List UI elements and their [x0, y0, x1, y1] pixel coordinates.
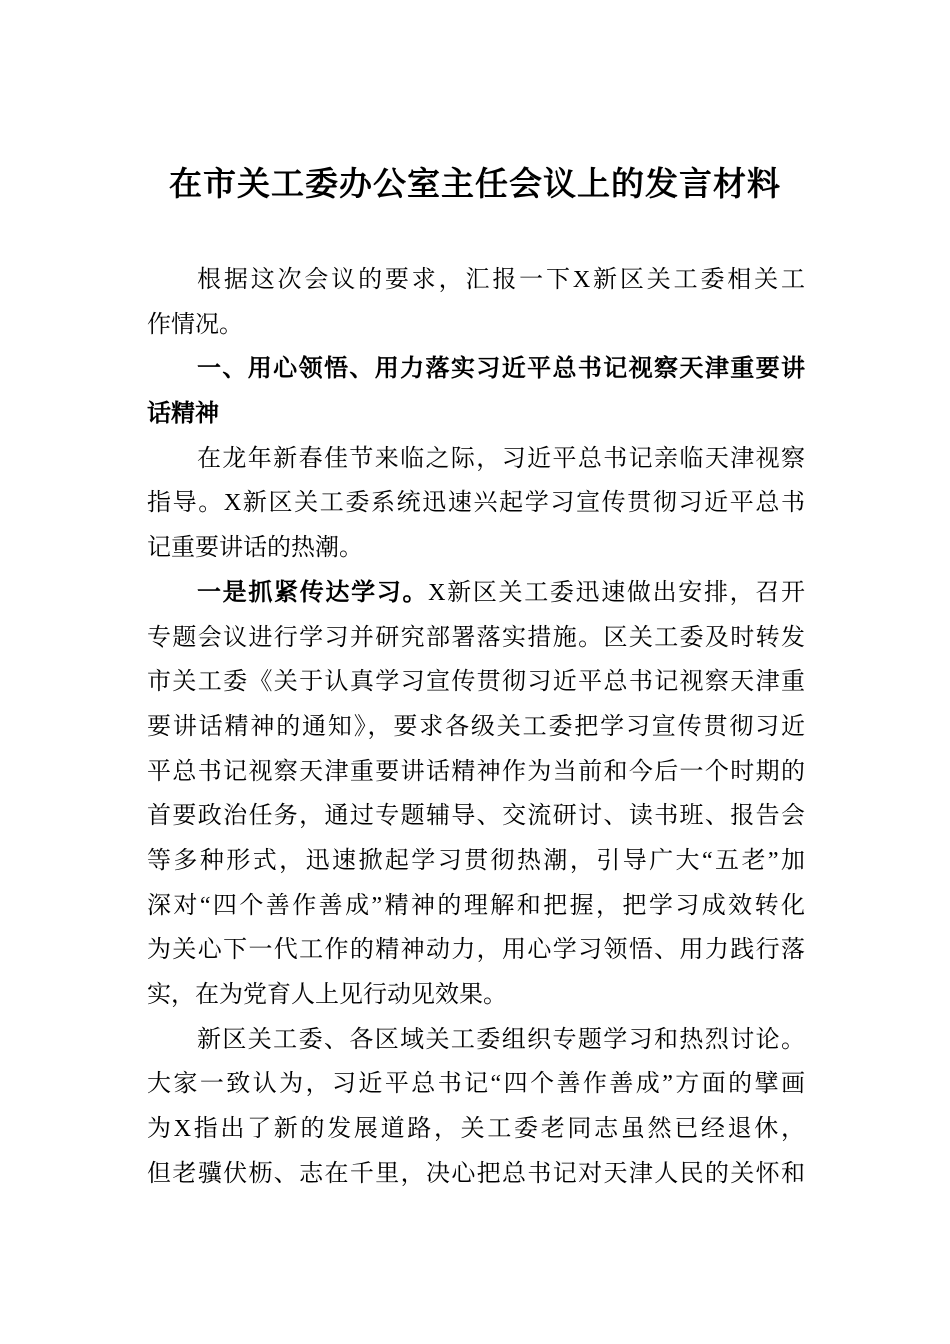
line-text: X新区关工委迅速做出安排，召开: [428, 579, 806, 606]
line-text: 要讲话精神的通知》，要求各级关工委把学习宣传贯彻习近: [147, 713, 805, 740]
document-body: [147, 258, 805, 1196]
paragraph-line: [147, 705, 805, 750]
line-text: 指导。X新区关工委系统迅速兴起学习宣传贯彻习近平总书: [147, 490, 805, 517]
line-text: 作情况。: [147, 311, 243, 338]
line-text: 新区关工委、各区域关工委组织专题学习和热烈讨论。: [197, 1026, 805, 1053]
line-text: 根据这次会议的要求，汇报一下X新区关工委相关工: [197, 267, 805, 293]
paragraph-line: [147, 481, 805, 526]
paragraph-line: [147, 839, 805, 884]
line-text: 深对“四个善作善成”精神的理解和把握，把学习成效转化: [147, 892, 805, 919]
paragraph-line: [147, 1107, 805, 1152]
paragraph-line: [147, 884, 805, 929]
paragraph-line: [147, 750, 805, 795]
line-text: 首要政治任务，通过专题辅导、交流研讨、读书班、报告会: [147, 803, 805, 830]
line-text: 为X指出了新的发展道路，关工委老同志虽然已经退休，: [147, 1116, 805, 1143]
paragraph-line: [147, 1062, 805, 1107]
section-heading-line: [147, 347, 805, 392]
line-text: 市关工委《关于认真学习宣传贯彻习近平总书记视察天津重: [147, 669, 805, 696]
line-text: 专题会议进行学习并研究部署落实措施。区关工委及时转发: [147, 624, 805, 651]
paragraph-line: [147, 928, 805, 973]
line-text: 等多种形式，迅速掀起学习贯彻热潮，引导广大“五老”加: [147, 847, 805, 874]
line-text: 但老骥伏枥、志在千里，决心把总书记对天津人民的关怀和: [147, 1160, 805, 1187]
line-text: 记重要讲话的热潮。: [147, 535, 363, 562]
paragraph-line: [147, 571, 805, 616]
paragraph-line: [147, 660, 805, 705]
line-text: 一、用心领悟、用力落实习近平总书记视察天津重要讲: [197, 355, 805, 383]
paragraph-lead: 一是抓紧传达学习。: [197, 578, 429, 606]
line-text: 为关心下一代工作的精神动力，用心学习领悟、用力践行落: [147, 937, 805, 964]
paragraph-line: [147, 973, 805, 1018]
section-heading-line: [147, 392, 805, 437]
paragraph-line: [147, 616, 805, 661]
line-text: 大家一致认为，习近平总书记“四个善作善成”方面的擘画: [147, 1071, 805, 1098]
line-text: 话精神: [147, 400, 219, 428]
line-text: 在龙年新春佳节来临之际，习近平总书记亲临天津视察: [197, 445, 805, 472]
line-text: 平总书记视察天津重要讲话精神作为当前和今后一个时期的: [147, 758, 805, 785]
line-text: 实，在为党育人上见行动见效果。: [147, 982, 507, 1008]
paragraph-line: [147, 794, 805, 839]
paragraph-line: [147, 1018, 805, 1063]
paragraph-line: [147, 258, 805, 303]
paragraph-line: [147, 303, 805, 348]
paragraph-line: [147, 437, 805, 482]
paragraph-line: [147, 526, 805, 571]
document-title: 在市关工委办公室主任会议上的发言材料: [169, 167, 781, 203]
paragraph-line: [147, 1152, 805, 1197]
